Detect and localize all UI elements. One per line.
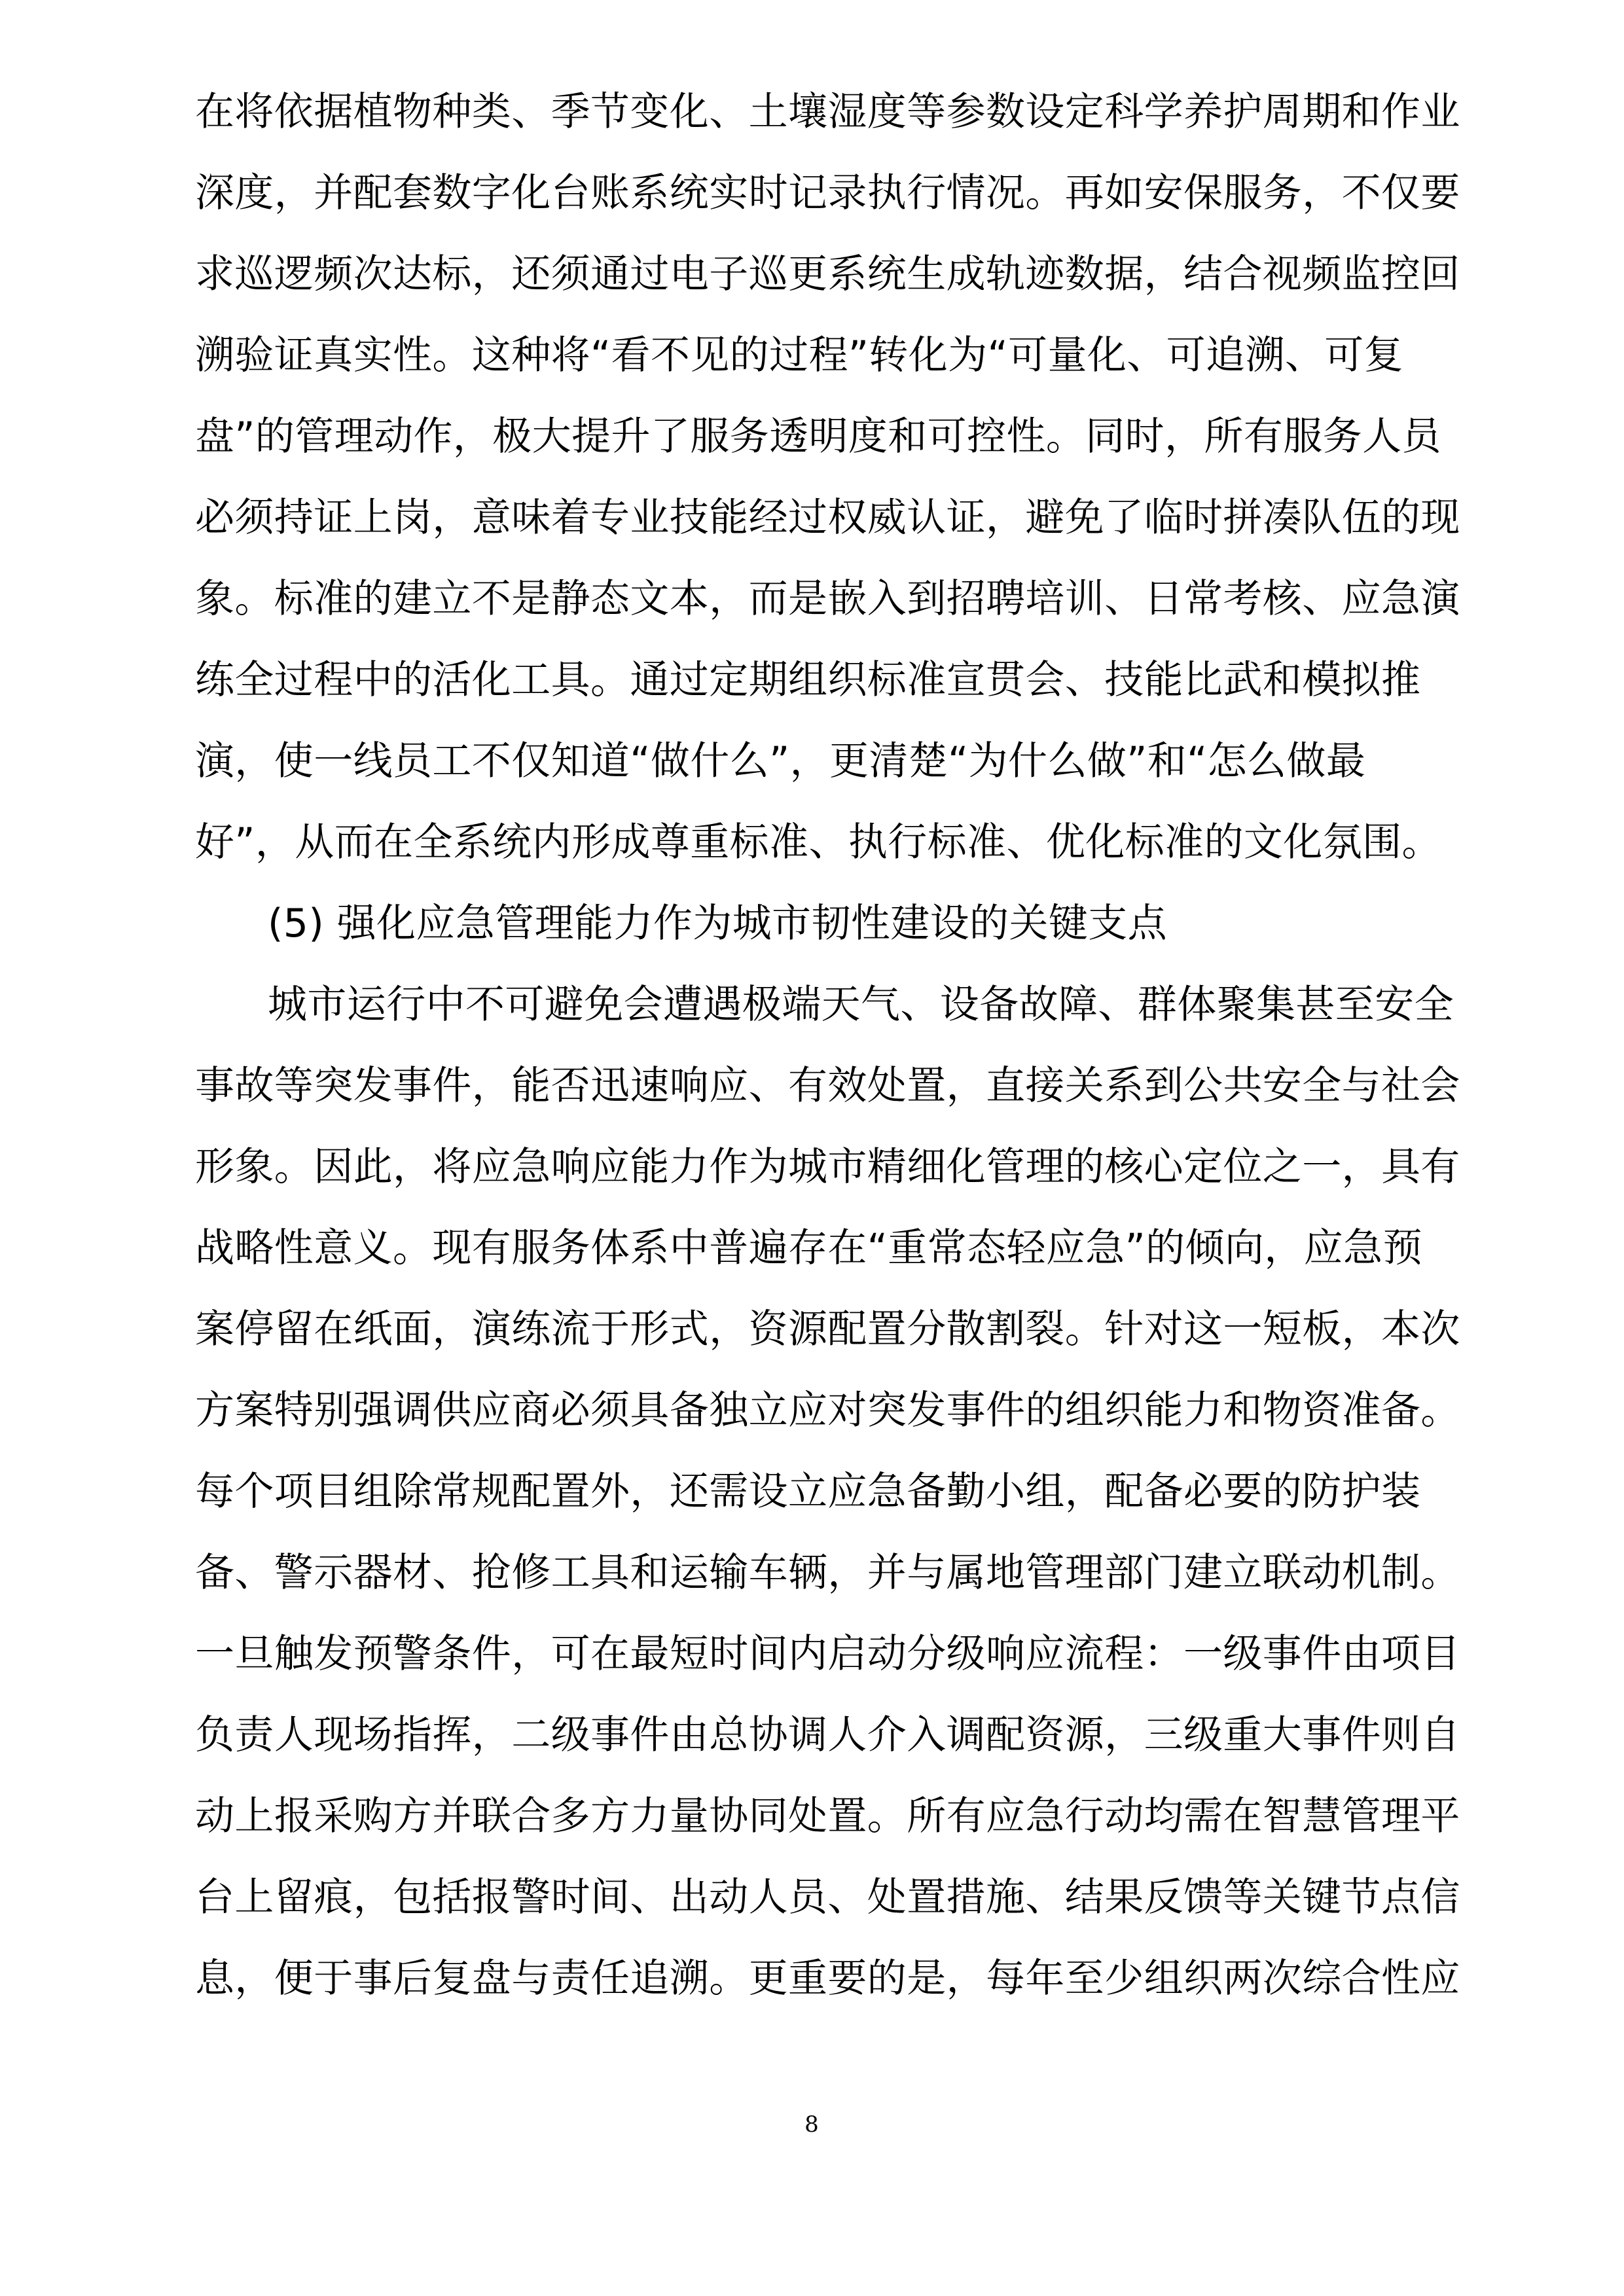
text-line: 负责人现场指挥，二级事件由总协调人介入调配资源，三级重大事件则自 [195, 1712, 1460, 1758]
text-line: 溯验证真实性。这种将“看不见的过程”转化为“可量化、可追溯、可复 [195, 332, 1404, 378]
text-line: 盘”的管理动作，极大提升了服务透明度和可控性。同时，所有服务人员 [195, 414, 1441, 459]
section-heading: (5) 强化应急管理能力作为城市韧性建设的关键支点 [268, 901, 1168, 946]
text-line: 象。标准的建立不是静态文本，而是嵌入到招聘培训、日常考核、应急演 [195, 576, 1460, 622]
text-line: 好”，从而在全系统内形成尊重标准、执行标准、优化标准的文化氛围。 [195, 819, 1441, 865]
text-line: 案停留在纸面，演练流于形式，资源配置分散割裂。针对这一短板，本次 [195, 1306, 1460, 1352]
page-number: 8 [804, 2111, 819, 2138]
text-line: 一旦触发预警条件，可在最短时间内启动分级响应流程：一级事件由项目 [195, 1631, 1460, 1677]
text-line: 深度，并配套数字化台账系统实时记录执行情况。再如安保服务，不仅要 [195, 170, 1460, 216]
text-line: 战略性意义。现有服务体系中普遍存在“重常态轻应急”的倾向，应急预 [195, 1225, 1422, 1271]
text-line: 形象。因此，将应急响应能力作为城市精细化管理的核心定位之一，具有 [195, 1144, 1460, 1190]
text-line: 每个项目组除常规配置外，还需设立应急备勤小组，配备必要的防护装 [195, 1469, 1421, 1515]
text-line: 动上报采购方并联合多方力量协同处置。所有应急行动均需在智慧管理平 [195, 1793, 1460, 1839]
text-line: 息，便于事后复盘与责任追溯。更重要的是，每年至少组织两次综合性应 [195, 1956, 1460, 2001]
text-line: 方案特别强调供应商必须具备独立应对突发事件的组织能力和物资准备。 [195, 1388, 1460, 1433]
text-line: 事故等突发事件，能否迅速响应、有效处置，直接关系到公共安全与社会 [195, 1063, 1460, 1109]
text-line: 台上留痕，包括报警时间、出动人员、处置措施、结果反馈等关键节点信 [195, 1874, 1460, 1920]
text-line: 练全过程中的活化工具。通过定期组织标准宣贯会、技能比武和模拟推 [195, 657, 1421, 703]
text-line: 城市运行中不可避免会遭遇极端天气、设备故障、群体聚集甚至安全 [268, 982, 1454, 1028]
text-line: 求巡逻频次达标，还须通过电子巡更系统生成轨迹数据，结合视频监控回 [195, 251, 1460, 297]
text-line: 必须持证上岗，意味着专业技能经过权威认证，避免了临时拼凑队伍的现 [195, 495, 1460, 541]
text-line: 备、警示器材、抢修工具和运输车辆，并与属地管理部门建立联动机制。 [195, 1550, 1460, 1596]
text-line: 演，使一线员工不仅知道“做什么”，更清楚“为什么做”和“怎么做最 [195, 738, 1366, 784]
text-line: 在将依据植物种类、季节变化、土壤湿度等参数设定科学养护周期和作业 [195, 89, 1460, 135]
